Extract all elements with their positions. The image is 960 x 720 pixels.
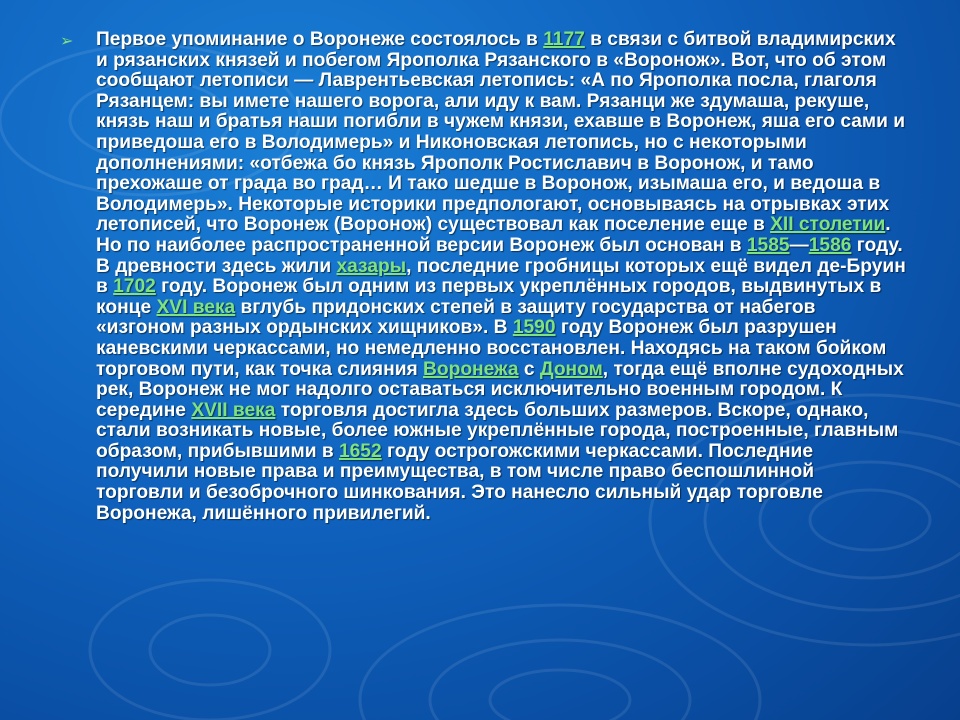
paragraph-text: с xyxy=(518,358,540,380)
hyperlink[interactable]: XII столетии xyxy=(770,214,886,236)
paragraph-text: году. Воронеж был одним из первых укреплённых городов, выдвинутых в конце xyxy=(96,276,882,318)
history-paragraph xyxy=(96,30,906,524)
slide-content xyxy=(60,30,920,524)
paragraph-text: , тогда ещё вполне судоходных рек, Воронеж не мог надолго оставаться исключительно военным городом. К середине xyxy=(96,358,904,421)
hyperlink[interactable]: 1585 xyxy=(746,234,790,256)
bullet-item xyxy=(60,30,920,524)
paragraph-text: . Но по наиболее распространенной версии Воронеж был основан в xyxy=(96,214,891,256)
arrow-bullet-icon: ➢ xyxy=(60,33,74,50)
hyperlink[interactable]: 1702 xyxy=(113,276,156,298)
paragraph-text: — xyxy=(789,234,809,256)
hyperlink[interactable]: 1586 xyxy=(808,234,852,256)
paragraph-text: году Воронеж был разрушен каневскими черкассами, но немедленно восстановлен. Находясь на таком бойком торговом пути, как точка слияния xyxy=(96,317,887,380)
hyperlink[interactable]: хазары xyxy=(336,255,407,277)
paragraph-text: Первое упоминание о Воронеже состоялось в xyxy=(96,29,544,50)
hyperlink[interactable]: 1177 xyxy=(543,29,585,50)
paragraph-text: году острогожскими черкассами. Последние получили новые права и преимущества, в том числе право беспошлинной торговли и безоброчного шинкования. Это нанесло сильный удар торговле Воронежа, лишённого привилегий. xyxy=(96,440,823,524)
hyperlink[interactable]: Доном xyxy=(539,358,603,380)
hyperlink[interactable]: XVII века xyxy=(191,399,276,421)
paragraph-text: вглубь придонских степей в защиту государства от набегов «изгоном разных ордынских хищников». В xyxy=(96,296,816,339)
hyperlink[interactable]: 1652 xyxy=(338,440,382,462)
paragraph-text: , последние гробницы которых ещё видел де-Бруин в xyxy=(96,255,906,298)
paragraph-text: году. В древности здесь жили xyxy=(96,234,903,277)
hyperlink[interactable]: Воронежа xyxy=(423,358,519,380)
paragraph-text: в связи с битвой владимирских и рязанских князей и побегом Ярополка Рязанского в «Воронож». Вот, что об этом сообщают летописи — Лаврентьевская летопись: «А по Ярополка посла, глаголя Рязанцем: вы имете нашего ворога, али иду к вам. Рязанци же здумаша, рекуше, князь наш и братья наши погибли в чужем князи, ехавше в Воронеж, яша его сами и приведоша его в Володимерь» и Никоновская летопись, но с некоторыми дополнениями: «отбежа бо князь Ярополк Ростиславич в Воронож, и тамо прехожаше от града во град… И тако шедше в Воронож, изымаша его, и ведоша в Володимерь». Некоторые историки предпологают, основываясь на отрывках этих летописей, что Воронеж (Воронож) существовал как поселение еще в xyxy=(96,29,906,236)
paragraph-text: торговля достигла здесь больших размеров. Вскоре, однако, стали возникать новые, более южные укреплённые города, построенные, главным образом, прибывшими в xyxy=(96,399,899,462)
hyperlink[interactable]: 1590 xyxy=(512,317,556,339)
hyperlink[interactable]: XVI века xyxy=(156,296,236,318)
